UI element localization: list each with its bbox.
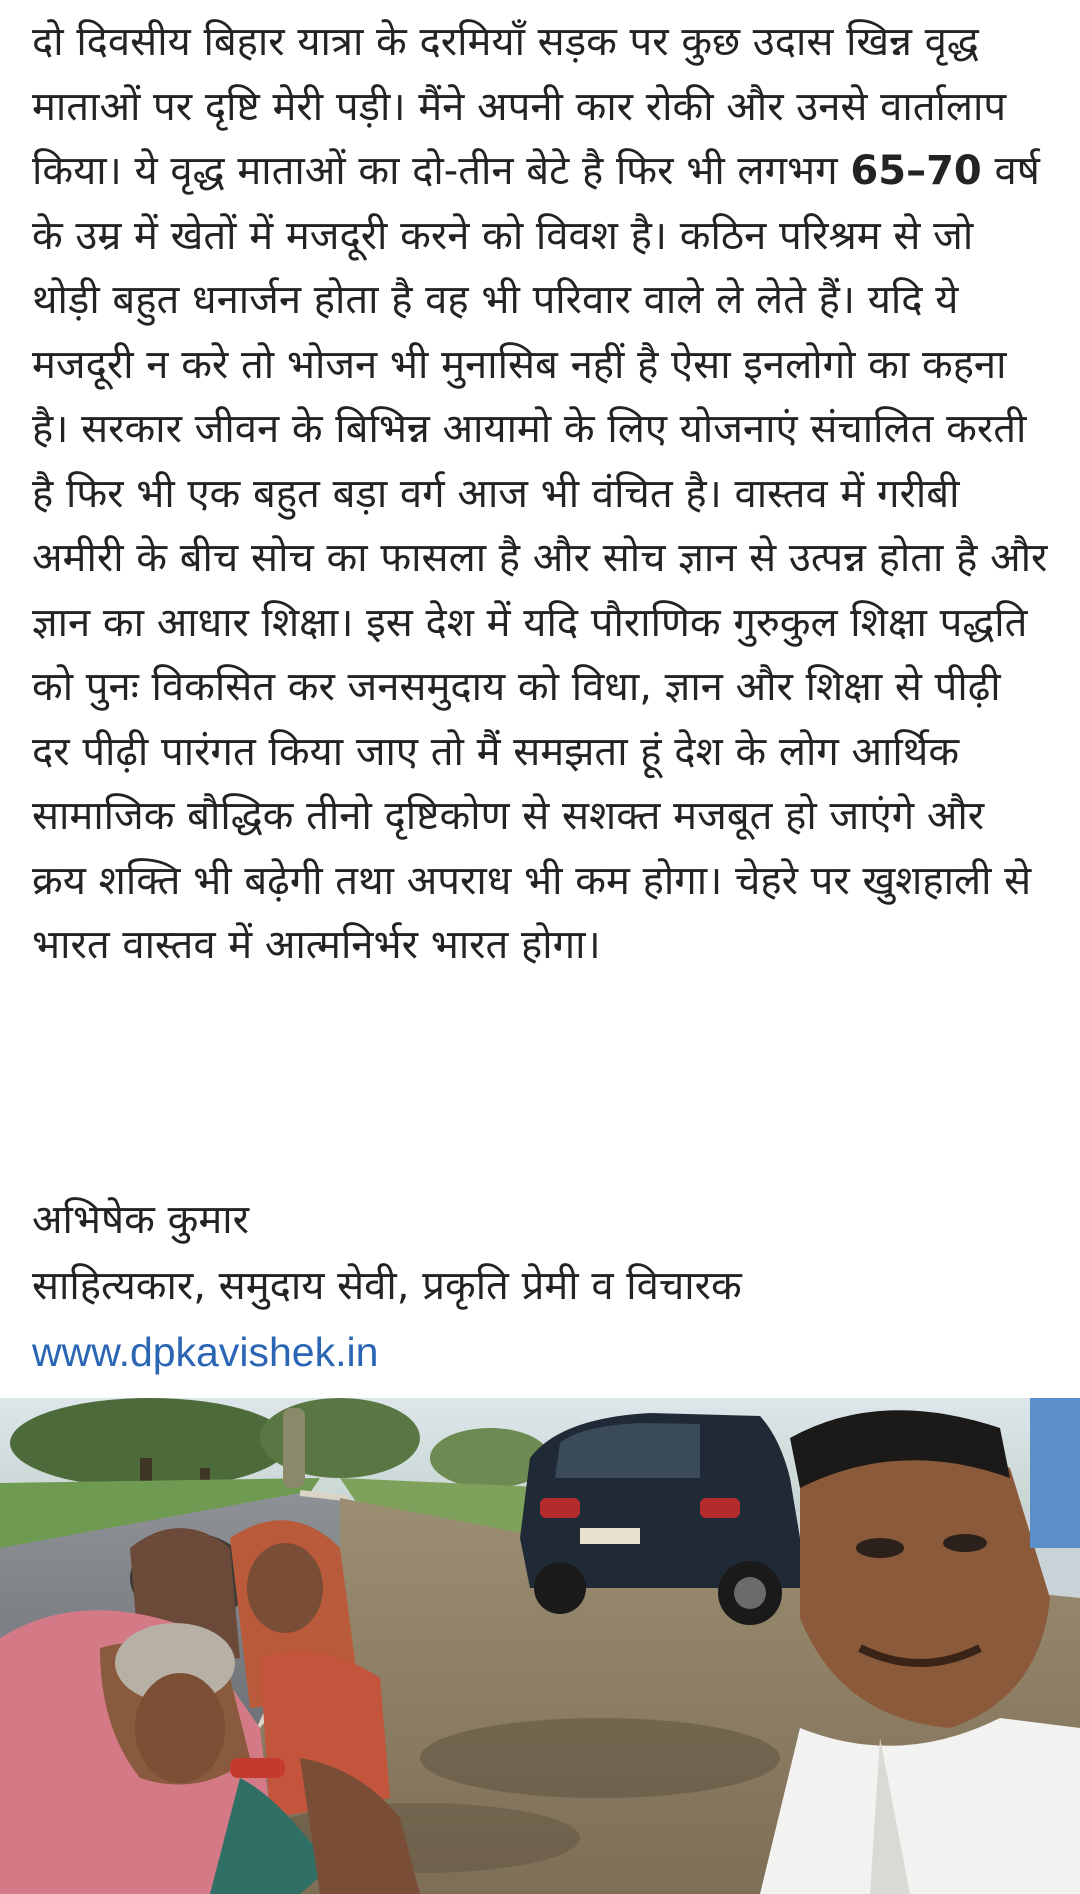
photo-roadside-selfie [0, 1398, 1080, 1894]
author-name: अभिषेक कुमार [32, 1197, 249, 1243]
post-text-part1: दो दिवसीय बिहार यात्रा के दरमियाँ सड़क पर कुछ उदास खिन्न वृद्ध माताओं पर दृष्टि मेरी पड़ी। मैंने अपनी कार रोकी और उनसे वार्तालाप किया। ये वृद्ध माताओं का दो-तीन बेटे है फिर भी लगभग [32, 19, 1007, 194]
post-photo[interactable] [0, 1398, 1080, 1894]
post-body-text [32, 10, 1048, 978]
author-signature [32, 1187, 1048, 1385]
website-link[interactable]: www.dpkavishek.in [32, 1329, 379, 1375]
post-text-part2: वर्ष के उम्र में खेतों में मजदूरी करने को विवश है। कठिन परिश्रम से जो थोड़ी बहुत धनार्जन होता है वह भी परिवार वाले ले लेते हैं। यदि ये मजदूरी न करे तो भोजन भी मुनासिब नहीं है ऐसा इनलोगो का कहना है। सरकार जीवन के बिभिन्न आयामो के लिए योजनाएं संचालित करती है फिर भी एक बहुत बड़ा वर्ग आज भी वंचित है। वास्तव में गरीबी अमीरी के बीच सोच का फासला है और सोच ज्ञान से उत्पन्न होता है और ज्ञान का आधार शिक्षा। इस देश में यदि पौराणिक गुरुकुल शिक्षा पद्धति को पुनः विकसित कर जनसमुदाय को विधा, ज्ञान और शिक्षा से पीढ़ी दर पीढ़ी पारंगत किया जाए तो मैं समझता हूं देश के लोग आर्थिक सामाजिक बौद्धिक तीनो दृष्टिकोण से सशक्त मजबूत हो जाएंगे और क्रय शक्ति भी बढ़ेगी तथा अपराध भी कम होगा। चेहरे पर खुशहाली से भारत वास्तव में आत्मनिर्भर भारत होगा। [32, 148, 1048, 968]
age-range: 65–70 [850, 148, 982, 194]
author-roles: साहित्यकार, समुदाय सेवी, प्रकृति प्रेमी व विचारक [32, 1263, 742, 1309]
